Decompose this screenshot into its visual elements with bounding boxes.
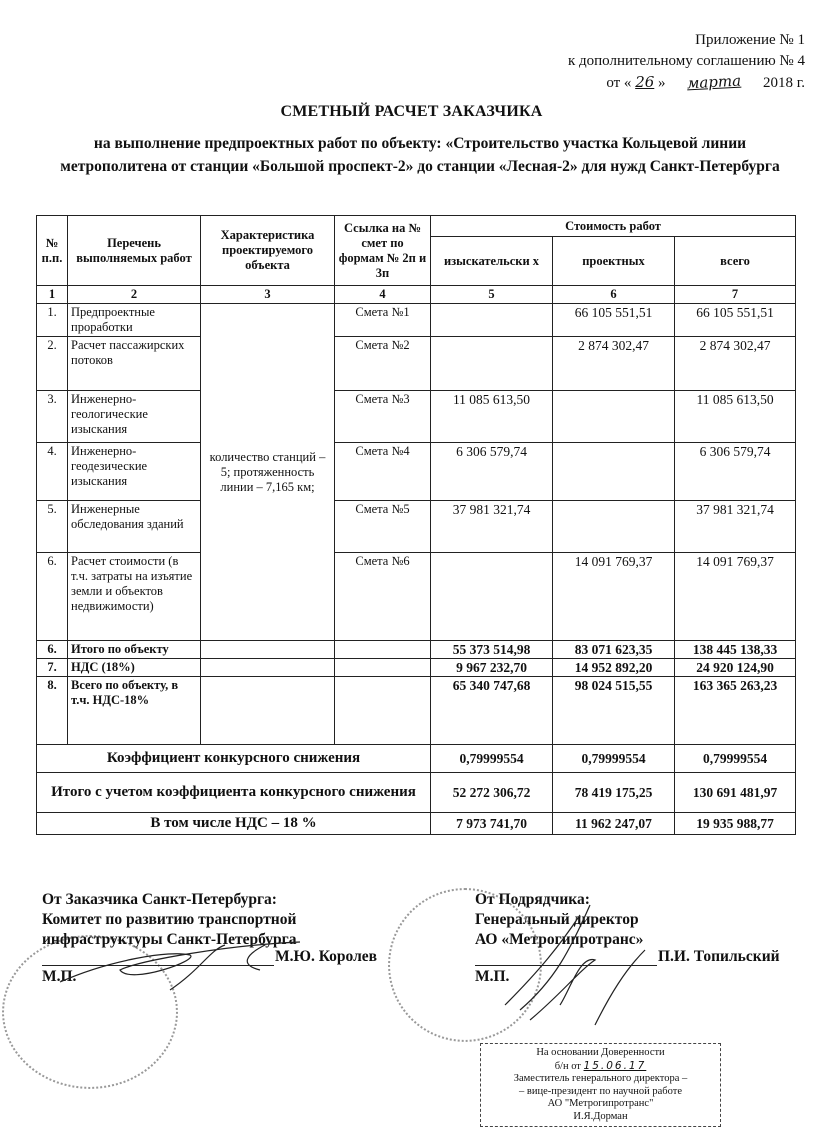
- table-row: 2. Расчет пассажирских потоков Смета №2 2 874 302,47 2 874 302,47: [37, 337, 796, 391]
- customer-signature-block: От Заказчика Санкт-Петербурга: Комитет по развитию транспортной инфраструктуры Санкт-Петербурга: [42, 891, 297, 948]
- estimate-table: [36, 215, 796, 835]
- object-characteristic: количество станций – 5; протяженность линии – 7,165 км;: [201, 304, 335, 641]
- header-works: Перечень выполняемых работ: [68, 216, 201, 286]
- document-title: СМЕТНЫЙ РАСЧЕТ ЗАКАЗЧИКА: [280, 103, 543, 120]
- date-day: 26: [635, 73, 655, 91]
- summary-row-subtotal: 6. Итого по объекту 55 373 514,98 83 071 623,35 138 445 138,33: [37, 641, 796, 659]
- customer-stamp-icon: [2, 935, 178, 1089]
- table-header-row: [37, 216, 796, 237]
- annex-agreement: к дополнительному соглашению № 4: [567, 53, 805, 69]
- header-no: № п.п.: [37, 216, 68, 286]
- contractor-signatory-name: П.И. Топильский: [658, 948, 780, 965]
- vat-included-row: В том числе НДС – 18 % 7 973 741,70 11 962 247,07 19 935 988,77: [37, 813, 796, 835]
- contractor-seal-label: М.П.: [475, 968, 510, 985]
- document-subtitle: на выполнение предпроектных работ по объекту: «Строительство участка Кольцевой линии метрополитена от станции «Большой проспект-2» до станции «Лесная-2» для нужд Санкт-Петербурга: [60, 135, 780, 175]
- contractor-signature-block: От Подрядчика: Генеральный директор АО «Метрогипротранс»: [475, 891, 644, 948]
- contractor-signature-line: [475, 965, 657, 966]
- table-row: 1. Предпроектные проработки количество станций – 5; протяженность линии – 7,165 км; Смета №1 66 105 551,51 66 105 551,51: [37, 304, 796, 337]
- summary-row-vat: 7. НДС (18%) 9 967 232,70 14 952 892,20 24 920 124,90: [37, 659, 796, 677]
- table-row: 6. Расчет стоимости (в т.ч. затраты на изъятие земли и объектов недвижимости) Смета №6 14 091 769,37 14 091 769,37: [37, 553, 796, 641]
- power-of-attorney-stamp: На основании Доверенности б/н от 15.06.17 Заместитель генерального директора – – вице-президент по научной работе АО "Метрогипротранс" И.Я.Дорман: [480, 1043, 721, 1127]
- column-number-row: 1 2 3 4 5 6 7: [37, 286, 796, 304]
- summary-row-total: 8. Всего по объекту, в т.ч. НДС-18% 65 340 747,68 98 024 515,55 163 365 263,23: [37, 677, 796, 745]
- annex-title: Приложение № 1: [695, 32, 805, 48]
- customer-signature-line: [42, 965, 274, 966]
- customer-seal-label: М.П.: [42, 968, 77, 985]
- header-characteristic: Характеристика проектируемого объекта: [201, 216, 335, 286]
- date-month: марта: [686, 71, 742, 93]
- customer-signatory-name: М.Ю. Королев: [275, 948, 378, 965]
- with-coefficient-row: Итого с учетом коэффициента конкурсного снижения 52 272 306,72 78 419 175,25 130 691 481,97: [37, 773, 796, 813]
- annex-header: [568, 30, 805, 94]
- table-row: 4. Инженерно-геодезические изыскания Смета №4 6 306 579,74 6 306 579,74: [37, 443, 796, 501]
- header-total: всего: [675, 237, 796, 286]
- header-survey: изыскательски х: [431, 237, 553, 286]
- header-design: проектных: [553, 237, 675, 286]
- coefficient-row: Коэффициент конкурсного снижения 0,79999554 0,79999554 0,79999554: [37, 745, 796, 773]
- table-row: 5. Инженерные обследования зданий Смета №5 37 981 321,74 37 981 321,74: [37, 501, 796, 553]
- header-cost-group: Стоимость работ: [431, 216, 796, 237]
- date-year: 2018 г.: [763, 75, 805, 91]
- table-row: 3. Инженерно-геологические изыскания Смета №3 11 085 613,50 11 085 613,50: [37, 391, 796, 443]
- annex-date: от « 26 » марта 2018 г.: [568, 72, 805, 94]
- header-reference: Ссылка на № смет по формам № 2п и 3п: [335, 216, 431, 286]
